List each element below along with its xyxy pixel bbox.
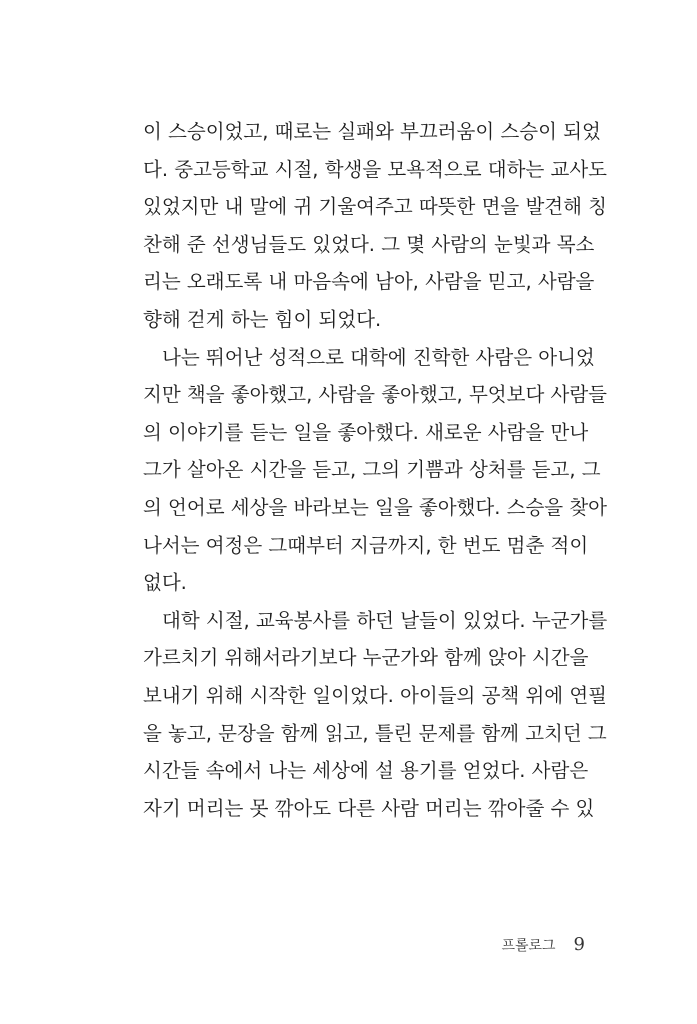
text-line: 나는 뛰어난 성적으로 대학에 진학한 사람은 아니었: [162, 345, 595, 369]
text-line: 있었지만 내 말에 귀 기울여주고 따뜻한 면을 발견해 칭: [143, 195, 608, 219]
text-line: 향해 걷게 하는 힘이 되었다.: [143, 307, 382, 331]
body-text: [143, 113, 608, 827]
text-line: 자기 머리는 못 깎아도 다른 사람 머리는 깎아줄 수 있: [143, 796, 595, 820]
paragraph-1: [143, 113, 608, 339]
text-line: 이 스승이었고, 때로는 실패와 부끄러움이 스승이 되었: [143, 120, 601, 143]
paragraph-3: [143, 602, 608, 828]
section-title: 프롤로그: [501, 938, 556, 954]
text-line: 의 이야기를 듣는 일을 좋아했다. 새로운 사람을 만나: [143, 420, 589, 444]
text-line: 시간들 속에서 나는 세상에 설 용기를 얻었다. 사람은: [143, 759, 589, 783]
text-line: 을 놓고, 문장을 함께 읽고, 틀린 문제를 함께 고치던 그: [143, 721, 607, 745]
page-footer: [501, 934, 585, 955]
text-line: 가르치기 위해서라기보다 누군가와 함께 앉아 시간을: [143, 646, 589, 670]
text-line: 보내기 위해 시작한 일이었다. 아이들의 공책 위에 연필: [143, 683, 608, 707]
text-line: 그가 살아온 시간을 듣고, 그의 기쁨과 상처를 듣고, 그: [143, 458, 601, 482]
text-line: 리는 오래도록 내 마음속에 남아, 사람을 믿고, 사람을: [143, 270, 595, 294]
text-line: 지만 책을 좋아했고, 사람을 좋아했고, 무엇보다 사람들: [143, 383, 608, 407]
text-line: 찬해 준 선생님들도 있었다. 그 몇 사람의 눈빛과 목소: [143, 232, 595, 256]
text-line: 나서는 여정은 그때부터 지금까지, 한 번도 멈춘 적이: [143, 533, 589, 557]
paragraph-2: [143, 339, 608, 602]
text-line: 다. 중고등학교 시절, 학생을 모욕적으로 대하는 교사도: [143, 157, 608, 181]
text-line: 없다.: [143, 571, 187, 595]
text-line: 대학 시절, 교육봉사를 하던 날들이 있었다. 누군가를: [162, 608, 608, 632]
page-number: 9: [573, 934, 585, 955]
text-line: 의 언어로 세상을 바라보는 일을 좋아했다. 스승을 찾아: [143, 495, 608, 519]
